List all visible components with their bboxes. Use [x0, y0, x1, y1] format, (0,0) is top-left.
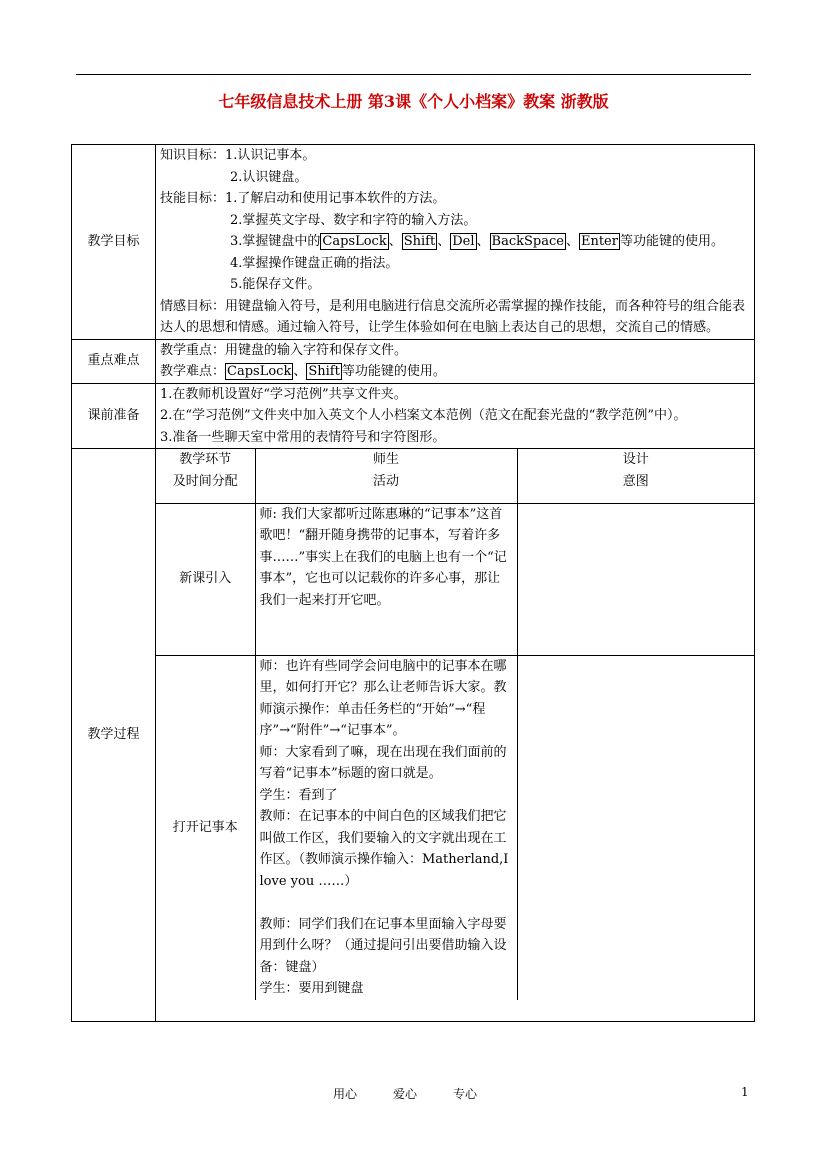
knowledge-line-2: 2.认识键盘。 — [230, 169, 308, 185]
key-del: Del — [452, 234, 475, 249]
key-capslock: CapsLock — [227, 364, 292, 379]
knowledge-line-1: 知识目标：1.认识记事本。 — [160, 148, 316, 163]
process-row-intro — [156, 503, 754, 655]
focus-line: 教学重点：用键盘的输入字符和保存文件。 — [160, 342, 408, 358]
activity-paragraph: 师：也许有些同学会问电脑中的记事本在哪里，如何打开它？那么让老师告诉大家。教师演示操作：单击任务栏的“开始”→“程序”→“附件”→“记事本”。 — [259, 658, 507, 738]
process-row-open-notepad — [156, 655, 754, 1000]
page-number: 1 — [741, 1085, 749, 1099]
design-intro — [517, 503, 754, 655]
key-backspace: BackSpace — [491, 234, 564, 249]
process-content — [156, 449, 755, 1022]
activity-paragraph: 学生：看到了 — [259, 787, 338, 803]
skill-line-1: 技能目标：1.了解启动和使用记事本软件的方法。 — [160, 191, 446, 206]
key-shift: Shift — [308, 364, 340, 379]
header-stage: 教学环节 及时间分配 — [156, 449, 255, 503]
process-table — [156, 449, 754, 1000]
key-shift: Shift — [403, 234, 436, 249]
activity-paragraph: 师：大家看到了嘛，现在出现在我们面前的写着“记事本”标题的窗口就是。 — [259, 744, 507, 781]
key-enter: Enter — [580, 234, 618, 249]
prep-content — [156, 383, 755, 449]
objectives-row — [72, 145, 755, 340]
header-activity: 师生 活动 — [255, 449, 517, 503]
lesson-plan-table — [71, 144, 755, 1022]
activity-blank — [260, 892, 513, 914]
prep-row — [72, 383, 755, 449]
prep-item: 2.在“学习范例”文件夹中加入英文个人小档案文本范例（范文在配套光盘的“教学范例”中）。 — [160, 408, 687, 423]
footer-motto: 用心 爱心 专心 — [333, 1087, 478, 1101]
objectives-label: 教学目标 — [72, 145, 156, 340]
activity-paragraph: 教师：同学们我们在记事本里面输入字母要用到什么呀？（通过提问引出要借助输入设备：键盘） — [259, 916, 507, 975]
key-capslock: CapsLock — [322, 234, 387, 249]
header-rule — [76, 74, 751, 75]
skill-line-5: 5.能保存文件。 — [230, 277, 321, 292]
prep-label: 课前准备 — [72, 383, 156, 449]
activity-open-notepad — [255, 655, 517, 1000]
stage-open-notepad: 打开记事本 — [156, 655, 255, 1000]
document-title: 七年级信息技术上册 第3课《个人小档案》教案 浙教版 — [218, 92, 609, 111]
skill-line-4: 4.掌握操作键盘正确的指法。 — [230, 255, 399, 271]
process-row — [72, 449, 755, 1022]
prep-item: 1.在教师机设置好“学习范例”共享文件夹。 — [160, 386, 407, 402]
keypoints-row — [72, 339, 755, 383]
stage-intro: 新课引入 — [156, 503, 255, 655]
design-open-notepad — [517, 655, 754, 1000]
skill-line-3: 3.掌握键盘中的 CapsLock 、 Shift 、 Del 、 BackSpace 、 Enter 等功能键的使用。 — [230, 234, 724, 249]
keypoints-label: 重点难点 — [72, 339, 156, 383]
process-header-row — [156, 449, 754, 503]
skill-line-2: 2.掌握英文字母、数字和字符的输入方法。 — [230, 212, 477, 228]
keypoints-content — [156, 339, 755, 383]
emotion-goal: 情感目标：用键盘输入符号，是利用电脑进行信息交流所必需掌握的操作技能，而各种符号的组合能表达人的思想和情感。通过输入符号，让学生体验如何在电脑上表达自己的思想，交流自己的情感。 — [160, 298, 746, 335]
objectives-content — [156, 145, 755, 340]
activity-paragraph: 学生：要用到键盘 — [259, 981, 364, 996]
activity-intro: 师: 我们大家都听过陈惠琳的“记事本”这首歌吧！“翻开随身携带的记事本，写着许多事……”事实上在我们的电脑上也有一个“记事本”，它也可以记载你的许多心事，那让我们一起来打开它吧。 — [255, 503, 517, 655]
header-design: 设计 意图 — [517, 449, 754, 503]
difficulty-line: 教学难点： CapsLock 、 Shift 等功能键的使用。 — [160, 364, 446, 379]
process-label: 教学过程 — [72, 449, 156, 1022]
prep-item: 3.准备一些聊天室中常用的表情符号和字符图形。 — [160, 429, 446, 445]
activity-paragraph: 教师：在记事本的中间白色的区域我们把它叫做工作区，我们要输入的文字就出现在工作区。（教师演示操作输入：Matherland,I love you ……） — [259, 809, 509, 889]
